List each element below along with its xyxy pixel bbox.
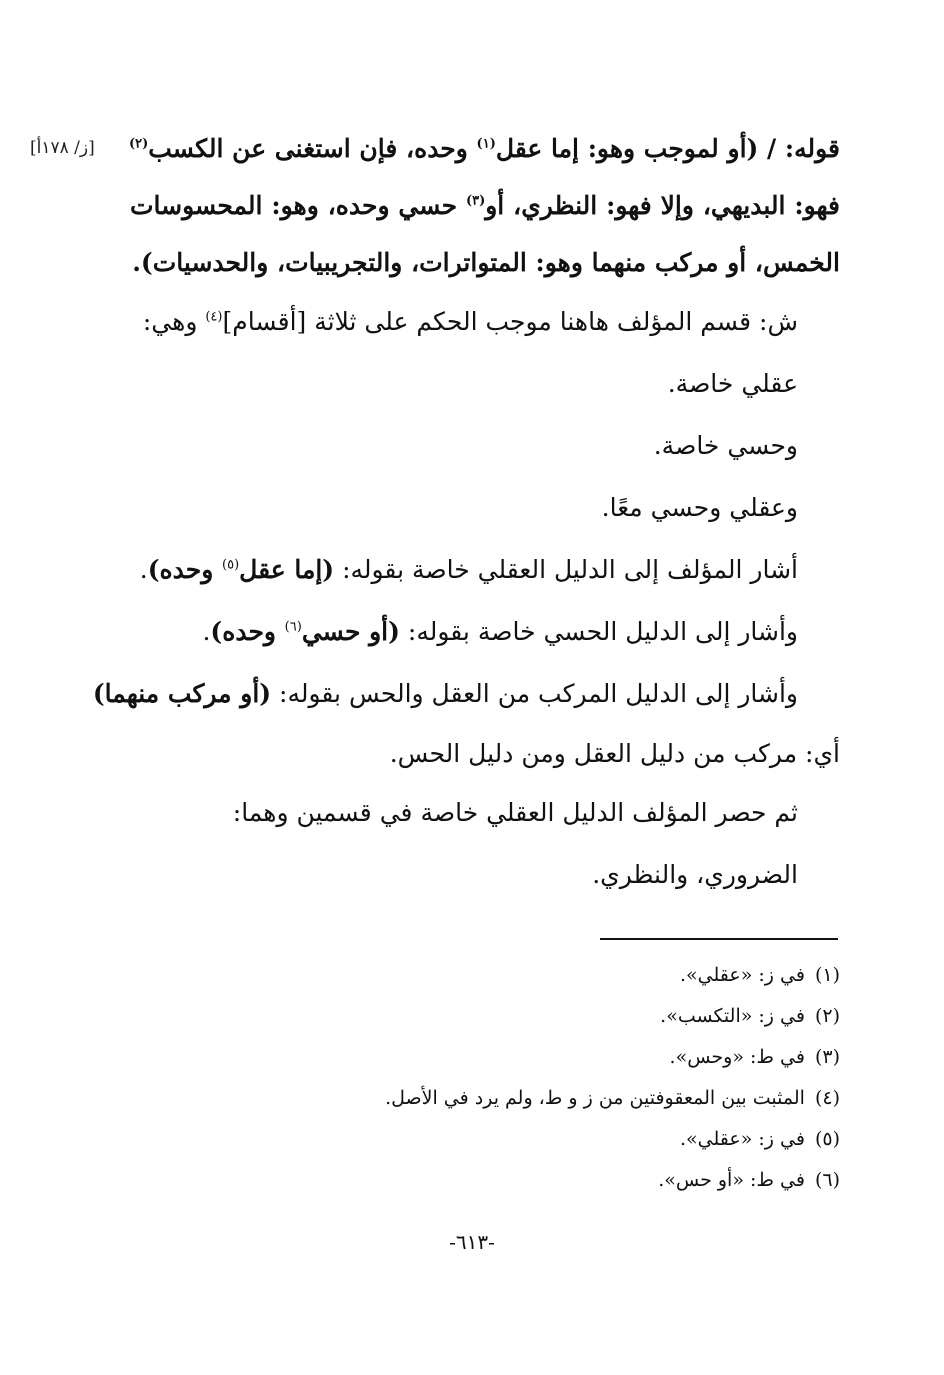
quoted-text-line-2: [130, 177, 840, 234]
quoted-segment: (إما عقل: [239, 555, 335, 584]
quoted-segment: (أو حسي: [301, 617, 400, 646]
page-number: -٦١٣-: [449, 1230, 495, 1254]
footnote-number: (٣): [814, 1046, 840, 1068]
footnote-2: [200, 996, 840, 1037]
footnote-marker: (٦): [284, 619, 302, 635]
quoted-segment: (أو مركب منهما): [92, 679, 272, 708]
commentary-line-12: ثم حصر المؤلف الدليل العقلي خاصة في قسمين وهما:: [232, 798, 798, 827]
footnote-marker: (١): [476, 136, 496, 152]
footnote-text: في ط: «وحس».: [669, 1046, 805, 1068]
footnote-number: (٢): [814, 1005, 840, 1027]
footnote-text: المثبت بين المعقوفتين من ز و ط، ولم يرد في الأصل.: [385, 1087, 805, 1109]
commentary-line-11: أي: مركب من دليل العقل ومن دليل الحس.: [389, 739, 840, 768]
commentary-line-5: عقلي خاصة.: [667, 369, 798, 398]
commentary-line-6: وحسي خاصة.: [653, 431, 798, 460]
text-segment: فهو: البديهي، وإلا فهو: النظري، أو: [485, 191, 840, 220]
text-segment: حسي وحده، وهو: المحسوسات: [130, 191, 466, 220]
footnotes: [200, 955, 840, 1201]
quoted-text-line-3: الخمس، أو مركب منهما وهو: المتواترات، والتجريبيات، والحدسيات).: [132, 248, 840, 277]
commentary-line-7: وعقلي وحسي معًا.: [601, 493, 798, 522]
footnote-text: في ز: «عقلي».: [679, 1128, 805, 1150]
text-segment: وأشار إلى الدليل المركب من العقل والحس بقوله:: [271, 679, 798, 708]
text-segment: قوله: / (أو لموجب وهو: إما عقل: [495, 134, 840, 163]
footnote-text: في ز: «التكسب».: [660, 1005, 805, 1027]
footnote-marker: (٣): [465, 193, 486, 209]
footnote-marker: (٢): [128, 136, 149, 152]
commentary-line-9: [130, 601, 840, 663]
commentary-line-13: الضروري، والنظري.: [592, 860, 798, 889]
manuscript-folio-reference: [ز/ ١٧٨أ]: [30, 138, 95, 158]
text-segment: وأشار إلى الدليل الحسي خاصة بقوله:: [399, 617, 798, 646]
footnote-number: (٤): [814, 1087, 840, 1109]
footnote-1: [200, 955, 840, 996]
footnote-number: (١): [814, 964, 840, 986]
main-text: [92, 120, 840, 906]
footnote-text: في ز: «عقلي».: [679, 964, 805, 986]
text-segment: أشار المؤلف إلى الدليل العقلي خاصة بقوله:: [334, 555, 798, 584]
text-segment: ش: قسم المؤلف هاهنا موجب الحكم على ثلاثة [أقسام]: [222, 307, 798, 336]
footnote-marker: (٤): [205, 309, 223, 325]
text-segment: وهي:: [142, 307, 206, 336]
quoted-segment: وحده): [147, 555, 222, 584]
commentary-line-4: [130, 291, 840, 353]
footnote-number: (٦): [814, 1169, 840, 1191]
footnote-4: [200, 1078, 840, 1119]
text-segment: وحده، فإن استغنى عن الكسب: [148, 134, 477, 163]
commentary-line-8: [130, 539, 840, 601]
quoted-segment: وحده): [210, 617, 285, 646]
footnote-6: [200, 1160, 840, 1201]
commentary-line-10: [92, 663, 840, 725]
footnote-marker: (٥): [222, 557, 240, 573]
footnote-separator: [600, 938, 838, 940]
footnote-text: في ط: «أو حس».: [658, 1169, 805, 1191]
footnote-number: (٥): [814, 1128, 840, 1150]
quoted-text-line-1: [130, 120, 840, 177]
text-segment: .: [139, 555, 148, 584]
footnote-5: [200, 1119, 840, 1160]
footnote-3: [200, 1037, 840, 1078]
text-segment: .: [202, 617, 211, 646]
